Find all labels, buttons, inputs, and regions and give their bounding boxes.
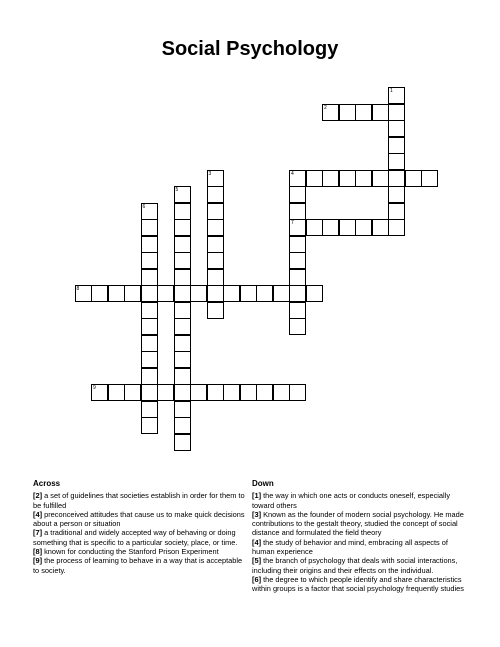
grid-cell[interactable] (388, 203, 405, 220)
grid-cell[interactable] (388, 170, 405, 187)
grid-cell[interactable] (124, 384, 141, 401)
grid-cell[interactable] (141, 384, 158, 401)
clue-item (252, 556, 467, 575)
grid-cell[interactable] (388, 87, 405, 104)
grid-cell[interactable] (174, 417, 191, 434)
grid-cell[interactable] (322, 104, 339, 121)
grid-cell[interactable] (141, 417, 158, 434)
clue-number: 2 (324, 104, 327, 111)
clue-item (33, 491, 248, 510)
grid-cell[interactable] (339, 104, 356, 121)
grid-cell[interactable] (355, 219, 372, 236)
grid-cell[interactable] (174, 335, 191, 352)
clue-number-label: [1] (252, 491, 262, 501)
grid-cell[interactable] (141, 368, 158, 385)
clue-text: the branch of psychology that deals with social interactions, including their origins and their effects on the individual. (252, 556, 458, 575)
grid-cell[interactable] (355, 104, 372, 121)
grid-cell[interactable] (141, 252, 158, 269)
grid-cell[interactable] (207, 236, 224, 253)
clue-number-label: [6] (252, 574, 262, 584)
grid-cell[interactable] (421, 170, 438, 187)
clue-number: 3 (208, 170, 212, 177)
grid-cell[interactable] (141, 302, 158, 319)
grid-cell[interactable] (108, 285, 125, 302)
grid-cell[interactable] (388, 219, 405, 236)
grid-cell[interactable] (124, 285, 141, 302)
grid-cell[interactable] (372, 219, 389, 236)
clue-item (33, 556, 248, 575)
clue-number: 6 (142, 203, 146, 210)
grid-cell[interactable] (141, 351, 158, 368)
grid-cell[interactable] (174, 302, 191, 319)
clue-number: 7 (291, 220, 294, 226)
clue-number-label: [7] (33, 528, 43, 538)
across-heading: Across (33, 479, 61, 488)
grid-cell[interactable] (223, 384, 240, 401)
clue-item (33, 528, 248, 547)
grid-cell[interactable] (289, 252, 306, 269)
grid-cell[interactable] (256, 285, 273, 302)
grid-cell[interactable] (289, 170, 306, 187)
grid-cell[interactable] (306, 219, 323, 236)
clue-item (252, 575, 467, 594)
grid-cell[interactable] (289, 203, 306, 220)
clue-number: 5 (175, 187, 179, 193)
grid-cell[interactable] (91, 384, 108, 401)
clue-number-label: [3] (252, 509, 262, 519)
grid-cell[interactable] (174, 219, 191, 236)
grid-cell[interactable] (388, 104, 405, 121)
grid-cell[interactable] (339, 170, 356, 187)
grid-cell[interactable] (174, 384, 191, 401)
grid-cell[interactable] (174, 186, 191, 203)
grid-cell[interactable] (207, 186, 224, 203)
grid-cell[interactable] (339, 219, 356, 236)
grid-cell[interactable] (141, 236, 158, 253)
clue-number: 4 (291, 170, 294, 177)
grid-cell[interactable] (207, 219, 224, 236)
grid-cell[interactable] (289, 219, 306, 236)
grid-cell[interactable] (174, 401, 191, 418)
clue-item (252, 538, 467, 557)
grid-cell[interactable] (207, 302, 224, 319)
clue-number: 1 (390, 88, 393, 94)
grid-cell[interactable] (372, 104, 389, 121)
grid-cell[interactable] (174, 252, 191, 269)
grid-cell[interactable] (141, 203, 158, 220)
clue-text: preconceived attitudes that cause us to make quick decisions about a person or situation (33, 509, 245, 529)
clue-item (252, 491, 467, 510)
grid-cell[interactable] (174, 318, 191, 335)
grid-cell[interactable] (174, 368, 191, 385)
clue-number: 9 (93, 385, 96, 391)
clue-text: known for conducting the Stanford Prison Experiment (42, 547, 219, 557)
grid-cell[interactable] (322, 219, 339, 236)
clue-number-label: [4] (33, 509, 43, 519)
grid-cell[interactable] (289, 384, 306, 401)
grid-cell[interactable] (207, 203, 224, 220)
grid-cell[interactable] (174, 269, 191, 286)
grid-cell[interactable] (141, 285, 158, 302)
grid-cell[interactable] (75, 285, 92, 302)
grid-cell[interactable] (306, 285, 323, 302)
clue-text: Known as the founder of modern social psychology. He made contributions to the gestalt theory, studied the concept of social distance and formulated the field theory (252, 509, 464, 538)
grid-cell[interactable] (306, 170, 323, 187)
down-clue-list (252, 491, 467, 593)
grid-cell[interactable] (141, 335, 158, 352)
clue-number: 8 (76, 286, 80, 292)
page-title: Social Psychology (161, 38, 339, 60)
grid-cell[interactable] (355, 170, 372, 187)
clue-text: the way in which one acts or conducts oneself, especially toward others (252, 491, 451, 510)
grid-cell[interactable] (207, 285, 224, 302)
grid-cell[interactable] (405, 170, 422, 187)
clue-number-label: [2] (33, 491, 43, 501)
clue-number-label: [5] (252, 556, 262, 566)
clue-text: the process of learning to behave in a way that is acceptable to society. (33, 556, 243, 575)
grid-cell[interactable] (388, 153, 405, 170)
clue-item (33, 510, 248, 529)
grid-cell[interactable] (174, 203, 191, 220)
clue-item (33, 547, 248, 556)
clue-text: the degree to which people identify and share characteristics within groups is a factor that social psychology frequently studies (252, 574, 464, 594)
grid-cell[interactable] (190, 384, 207, 401)
grid-cell[interactable] (289, 236, 306, 253)
grid-cell[interactable] (273, 285, 290, 302)
grid-cell[interactable] (207, 384, 224, 401)
grid-cell[interactable] (141, 401, 158, 418)
grid-cell[interactable] (289, 318, 306, 335)
grid-cell[interactable] (289, 186, 306, 203)
grid-cell[interactable] (91, 285, 108, 302)
grid-cell[interactable] (207, 269, 224, 286)
clue-text: a traditional and widely accepted way of behaving or doing something that is specific to a particular society, place, or time. (33, 528, 238, 547)
grid-cell[interactable] (207, 252, 224, 269)
grid-cell[interactable] (174, 285, 191, 302)
grid-cell[interactable] (157, 384, 174, 401)
grid-cell[interactable] (322, 170, 339, 187)
grid-cell[interactable] (174, 351, 191, 368)
clue-text: the study of behavior and mind, embracing all aspects of human experience (252, 537, 448, 557)
grid-cell[interactable] (207, 170, 224, 187)
down-heading: Down (252, 479, 274, 488)
across-clues (33, 479, 248, 575)
grid-cell[interactable] (372, 170, 389, 187)
grid-cell[interactable] (273, 384, 290, 401)
down-clues (252, 479, 467, 594)
grid-cell[interactable] (108, 384, 125, 401)
grid-cell[interactable] (256, 384, 273, 401)
grid-cell[interactable] (289, 285, 306, 302)
grid-cell[interactable] (240, 285, 257, 302)
across-clue-list (33, 491, 248, 575)
clue-number-label: [9] (33, 556, 43, 566)
clue-number-label: [4] (252, 537, 262, 547)
grid-cell[interactable] (240, 384, 257, 401)
grid-cell[interactable] (141, 219, 158, 236)
grid-cell[interactable] (289, 302, 306, 319)
grid-cell[interactable] (388, 120, 405, 137)
clue-item (252, 510, 467, 538)
grid-cell[interactable] (157, 285, 174, 302)
grid-cell[interactable] (190, 285, 207, 302)
grid-cell[interactable] (289, 269, 306, 286)
clue-text: a set of guidelines that societies establish in order for them to be fulfilled (33, 491, 245, 510)
grid-cell[interactable] (141, 269, 158, 286)
grid-cell[interactable] (174, 434, 191, 451)
grid-cell[interactable] (223, 285, 240, 302)
grid-cell[interactable] (174, 236, 191, 253)
grid-cell[interactable] (388, 137, 405, 154)
grid-cell[interactable] (141, 318, 158, 335)
clue-number-label: [8] (33, 547, 43, 557)
grid-cell[interactable] (388, 186, 405, 203)
